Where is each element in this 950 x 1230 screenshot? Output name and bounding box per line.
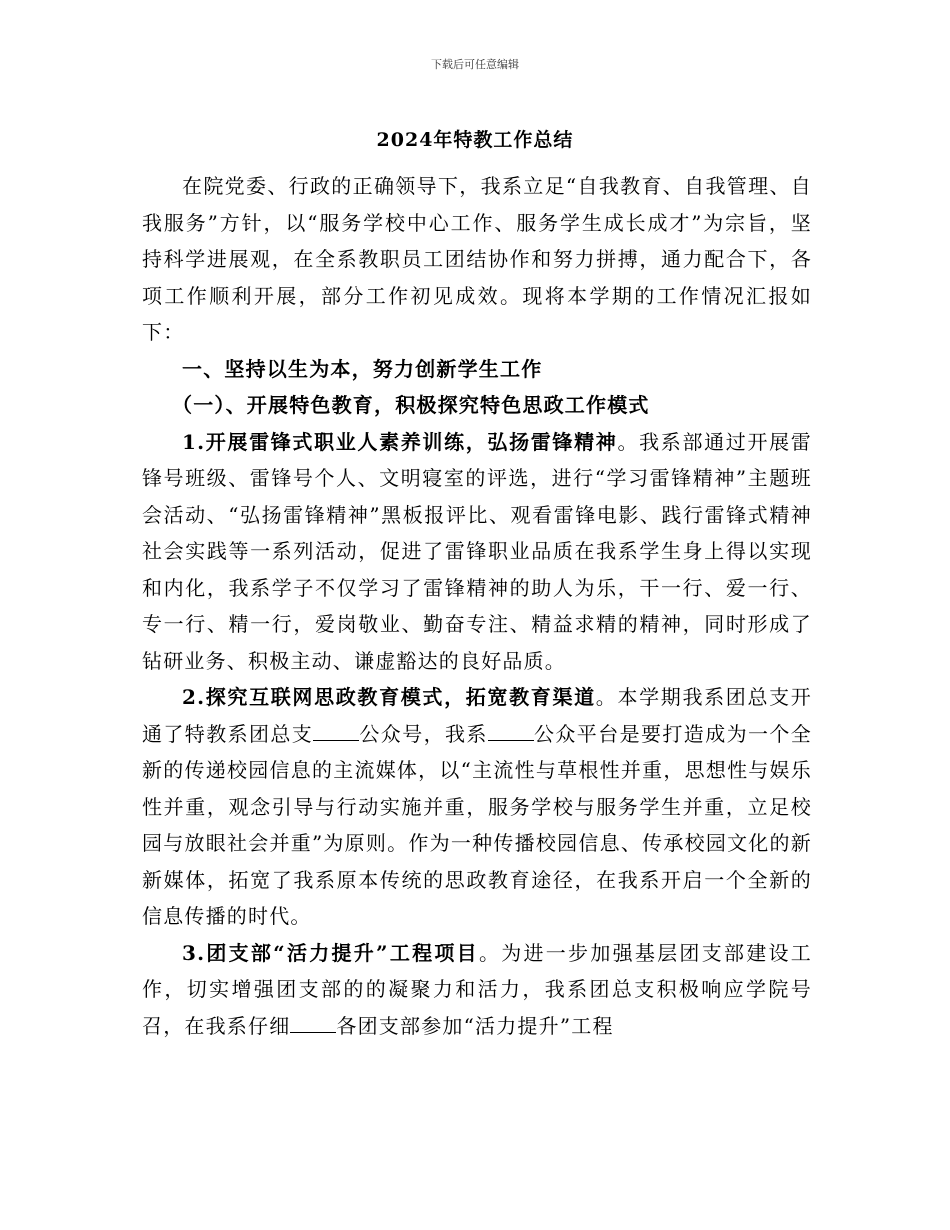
item-3-lead: 3.团支部“活力提升”工程项目	[182, 940, 479, 965]
subsection-heading: （一）、开展特色教育，积极探究特色思政工作模式	[172, 393, 650, 417]
document-title: 2024年特教工作总结	[376, 129, 574, 151]
item-1-text: 。我系部通过开展雷锋号班级、雷锋号个人、文明寝室的评选，进行“学习雷锋精神”主题班会活动、“弘扬雷锋精神”黑板报评比、观看雷锋电影、践行雷锋式精神社会实践等一系列活动，促进了雷锋职业品质在我系学生身上得以实现和内化，我系学子不仅学习了雷锋精神的助人为乐，干一行、爱一行、专一行、精一行，爱岗敬业、勤奋专注、精益求精的精神，同时形成了钻研业务、积极主动、谦虚豁达的良好品质。	[142, 429, 812, 673]
item-3-text-a: 。为进一步加强基层团支部建设工作，切实增强团支部的的凝聚力和活力，我系团总支积极响应学院号召，在我系仔细	[142, 940, 813, 1038]
item-2-text-b: 公众号，我系	[359, 721, 488, 746]
item-2-text-a: 。本学期我系团总支开通了特教系团总支	[142, 685, 812, 746]
item-3-text-b: 各团支部参加“活力提升”工程	[336, 1013, 614, 1038]
section-heading: 一、坚持以生为本，努力创新学生工作	[182, 356, 543, 381]
document-body	[142, 168, 812, 1044]
item-2-text-c: 公众平台是要打造成为一个全新的传递校园信息的主流媒体，以“主流性与草根性并重，思想性与娱乐性并重，观念引导与行动实施并重，服务学校与服务学生并重，立足校园与放眼社会并重”为原则。作为一种传播校园信息、传承校园文化的新新媒体，拓宽了我系原本传统的思政教育途径，在我系开启一个全新的信息传播的时代。	[142, 721, 813, 928]
header-note: 下载后可任意编辑	[431, 58, 519, 71]
item-2-paragraph	[142, 679, 812, 935]
item-1-lead: 1.开展雷锋式职业人素养训练，弘扬雷锋精神	[182, 429, 618, 454]
blank-underline	[488, 722, 534, 741]
intro-paragraph: 在院党委、行政的正确领导下，我系立足“自我教育、自我管理、自我服务”方针，以“服务学校中心工作、服务学生成长成才”为宗旨，坚持科学进展观，在全系教职员工团结协作和努力拼搏，通力配合下，各项工作顺利开展，部分工作初见成效。现将本学期的工作情况汇报如下：	[142, 174, 812, 344]
item-3-paragraph	[142, 935, 812, 1045]
item-2-lead: 2.探究互联网思政教育模式，拓宽教育渠道	[182, 685, 596, 709]
blank-underline	[290, 1014, 336, 1033]
blank-underline	[313, 722, 359, 741]
item-1-paragraph	[142, 424, 812, 680]
